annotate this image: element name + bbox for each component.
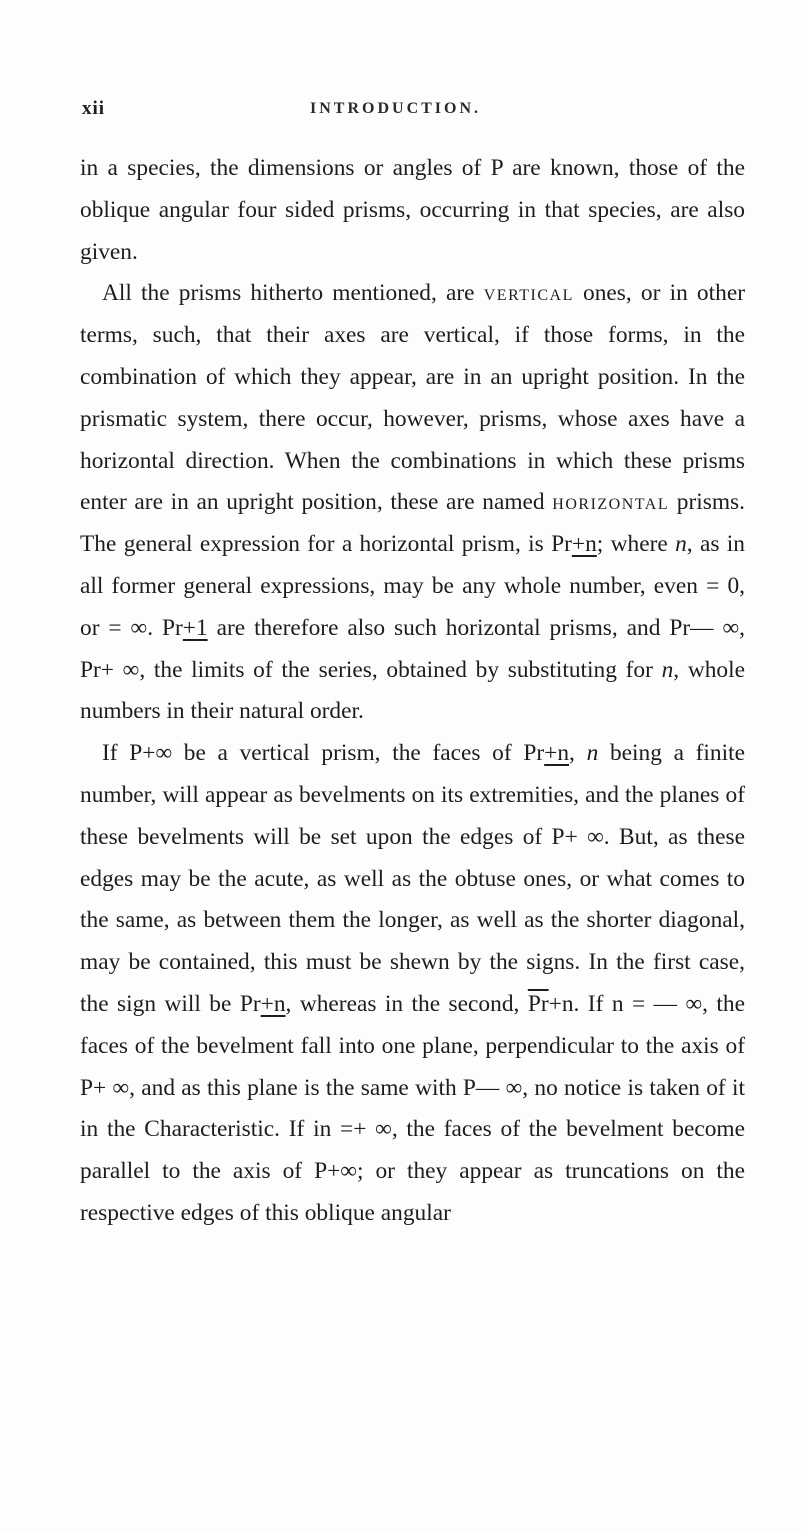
paragraph-3-text-c: being a finite number, will appear as bevelments on its extremities, and the planes of these bevelments will be set upon the edges of P+ ∞. But, as these edges may be the acute, as well as the obtuse ones, or what comes to the same, as between them the longer, as well as the shorter diagonal, may be contained, this must be shewn by the signs. In the first case, the sign will be (80, 740, 745, 1017)
paragraph-3-text-d: , whereas in the second, (285, 990, 528, 1017)
paragraph-3-text-a: If P+∞ be a vertical prism, the faces of (102, 740, 524, 767)
variable-n: n (675, 531, 687, 558)
variable-n: n (661, 656, 674, 683)
expression-base: Pr (161, 614, 183, 641)
expression-base: Pr (239, 990, 261, 1017)
expression-underlined: +n (571, 531, 597, 558)
expression-base: Pr (523, 740, 545, 767)
paragraph-1 (80, 148, 745, 273)
expression-base: Pr (551, 531, 572, 558)
paragraph-2-text-c: prisms. The general expression for a horizontal prism, is (80, 489, 746, 558)
paragraph-2-text-e: , as in all former general expressions, may be any whole number, even = 0, or = ∞. (80, 531, 745, 641)
variable-n: n (586, 740, 599, 767)
paragraph-1-text: in a species, the dimensions or angles of P are known, those of the oblique angular four sided prisms, occurring in that species, are also given. (80, 155, 745, 265)
expression-underlined: +n (544, 740, 570, 767)
paragraph-2-text-d: ; where (596, 531, 676, 558)
paragraph-3-text-e: . If n = — ∞, the faces of the bevelment fall into one plane, perpendicular to the axis of P+ ∞, and as this plane is the same with P— ∞, no notice is taken of it in the Characteristic. If in =+ ∞, the faces of the bevelment become parallel to the axis of P+∞; or they appear as truncations on the respective edges of this oblique angular (80, 990, 745, 1226)
expression-pr-overline-plus-n (528, 991, 574, 1017)
running-head (60, 98, 750, 128)
paragraph-3-text-b: , (569, 740, 587, 767)
expression-underlined: +1 (182, 614, 208, 641)
expression-pr-plus-n (240, 991, 286, 1017)
expression-pr-plus-1 (162, 615, 208, 641)
paragraph-2-text-a: All the prisms hitherto mentioned, are (102, 280, 484, 307)
paragraph-2-text-g: , whole numbers in their natural order. (80, 656, 745, 725)
paragraph-3 (80, 733, 745, 1235)
expression-underlined: +n (260, 990, 286, 1017)
expression-pr-plus-n (551, 531, 597, 557)
paragraph-2 (80, 273, 745, 733)
term-vertical: vertical (483, 280, 574, 307)
expression-suffix: +n (548, 990, 574, 1017)
body-text (80, 148, 745, 1235)
running-title: INTRODUCTION. (310, 100, 482, 117)
paragraph-2-text-f: are therefore also such horizontal prisms, and Pr— ∞, Pr+ ∞, the limits of the series, obtained by substituting for (80, 614, 745, 683)
expression-overlined: $\overline{Pr}$ (527, 990, 549, 1017)
term-horizontal: horizontal (552, 489, 670, 516)
expression-pr-plus-n (523, 740, 569, 766)
page-number: xii (82, 98, 106, 119)
paragraph-2-text-b: ones, or in other terms, such, that their axes are vertical, if those forms, in the combination of which they appear, are in an upright position. In the prismatic system, there occur, however, prisms, whose axes have a horizontal direction. When the combinations in which these prisms enter are in an upright position, these are named (80, 280, 745, 516)
